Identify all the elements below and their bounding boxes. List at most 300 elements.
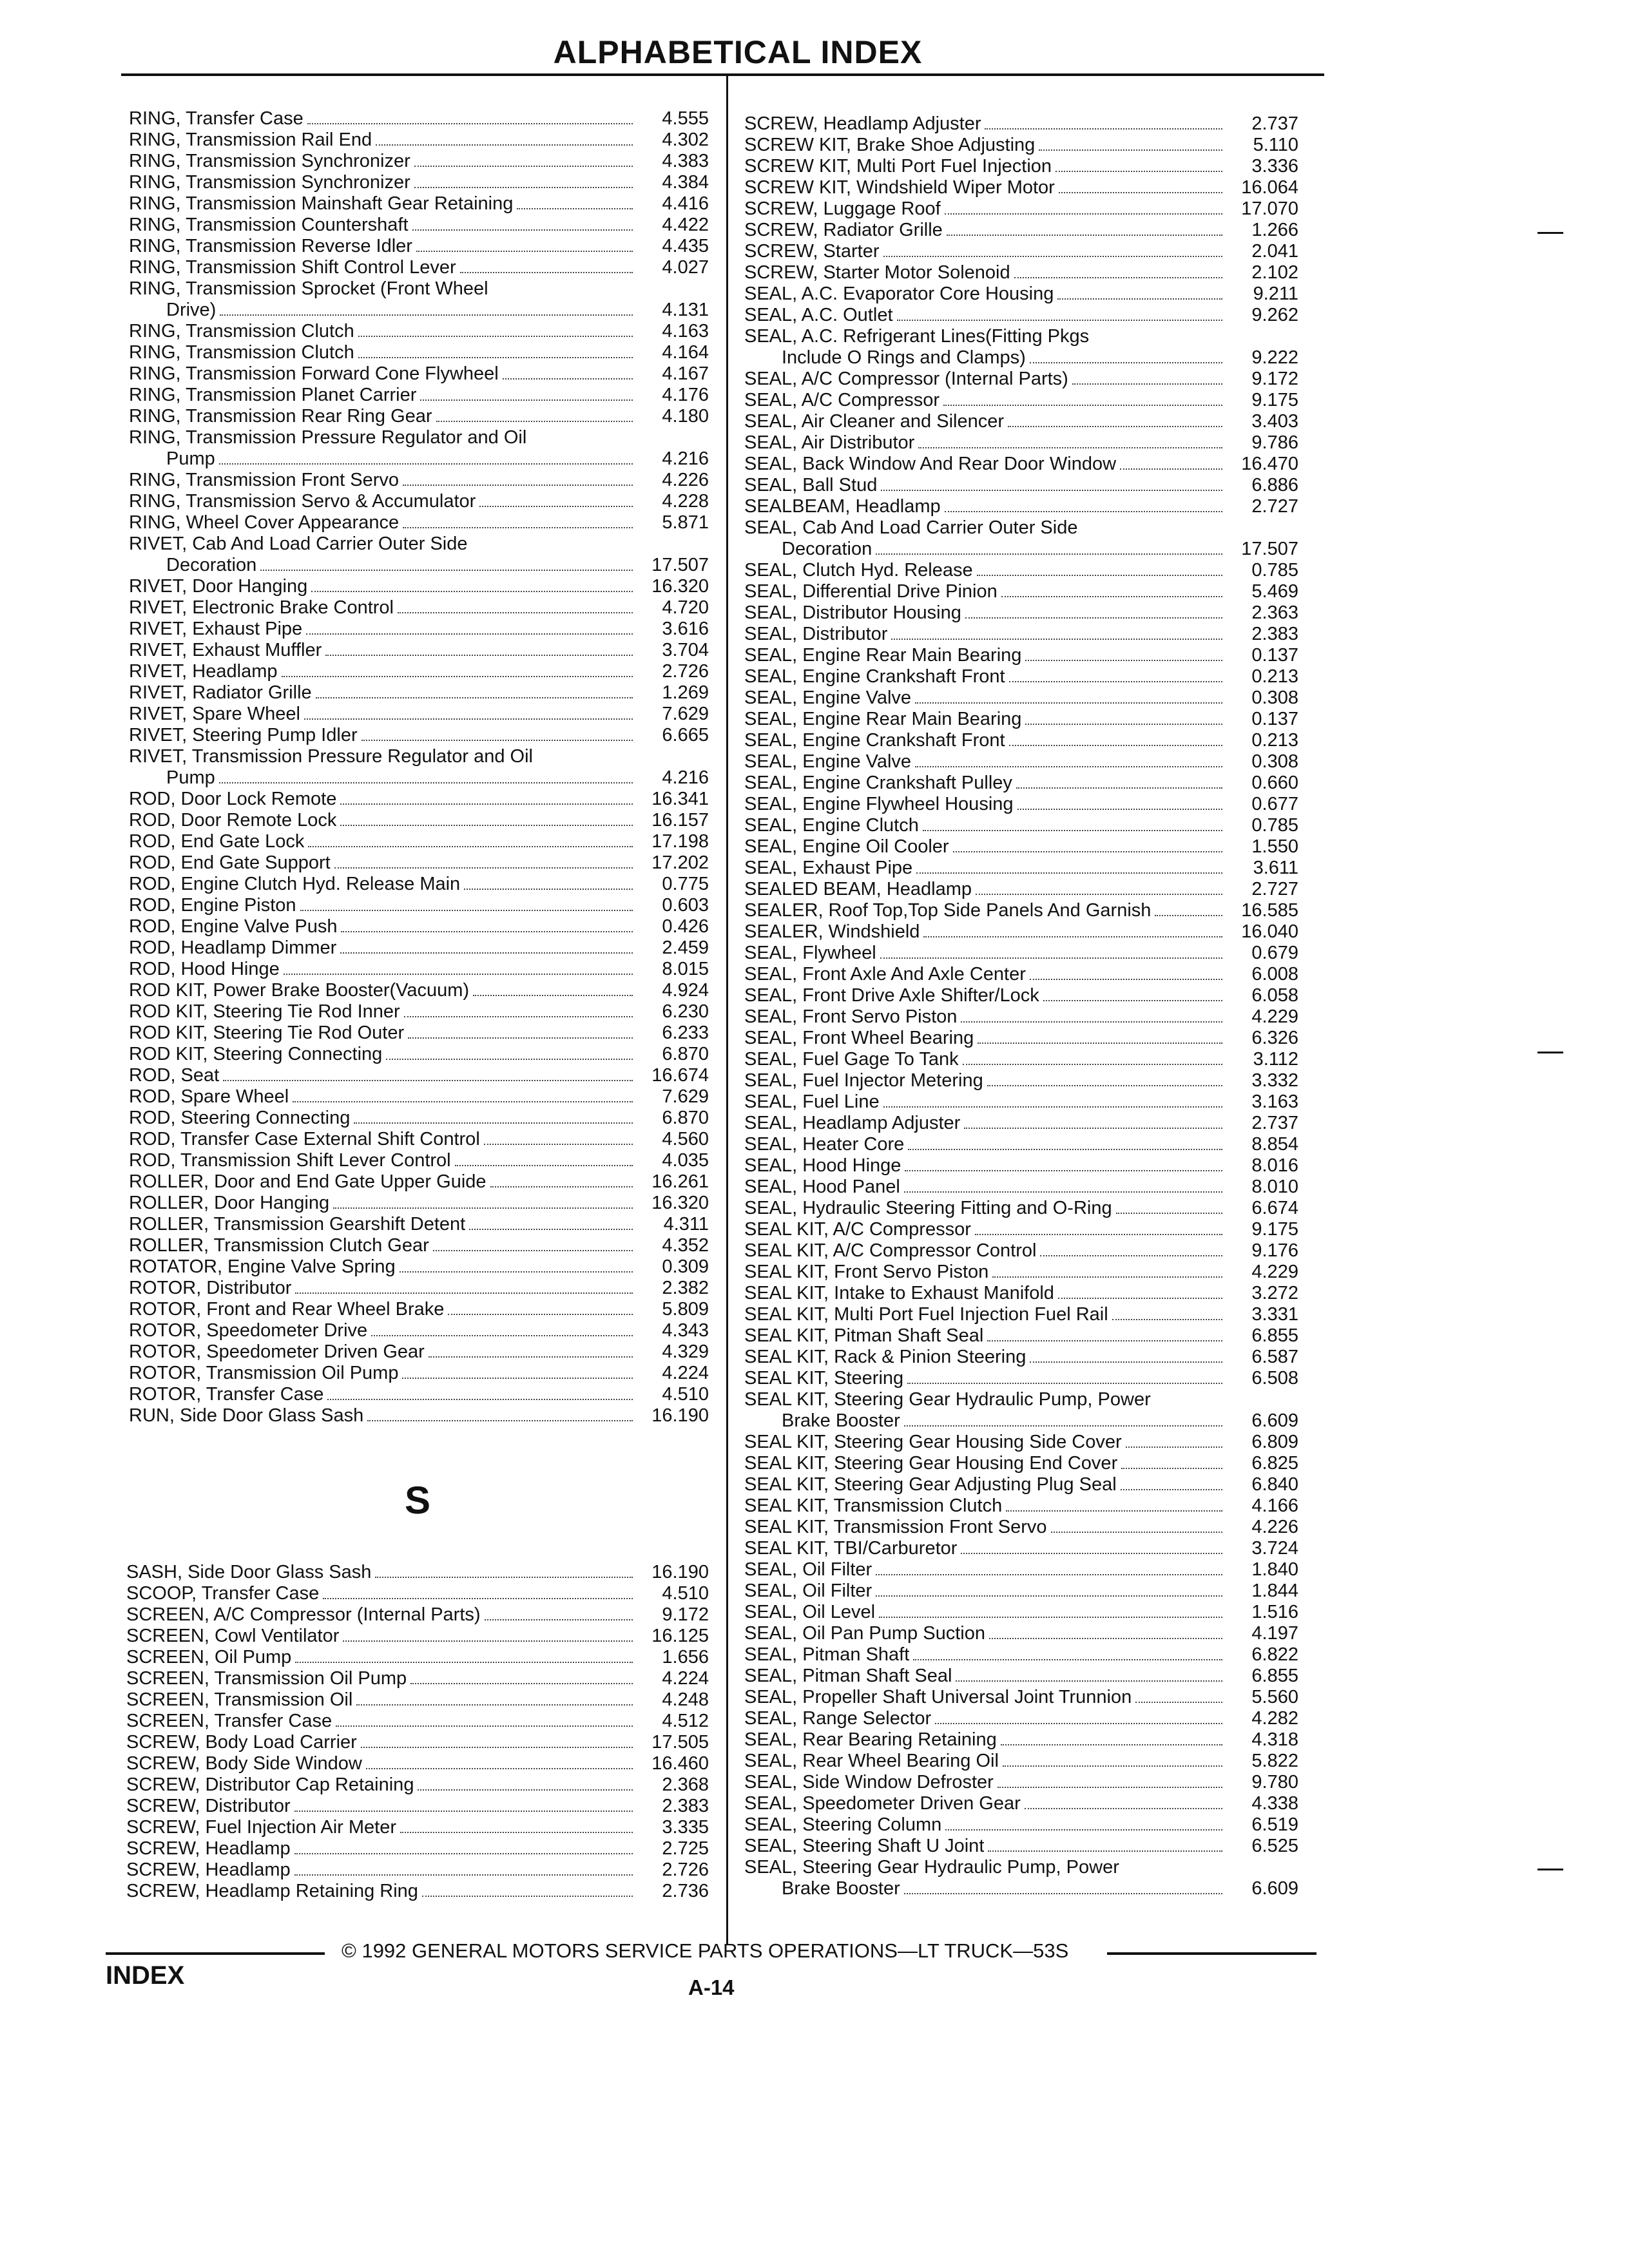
index-entry <box>744 1687 1298 1708</box>
entry-page: 6.855 <box>1251 1325 1298 1346</box>
index-entry <box>744 1814 1298 1836</box>
dot-leader <box>333 1207 633 1209</box>
entry-name: ROLLER, Door and End Gate Upper Guide <box>129 1171 487 1192</box>
dot-leader <box>376 144 633 146</box>
index-entry <box>129 406 709 427</box>
entry-page: 0.660 <box>1251 773 1298 793</box>
entry-name: SCREW, Distributor <box>126 1796 291 1816</box>
entry-page: 16.470 <box>1241 454 1298 474</box>
index-entry <box>744 666 1298 687</box>
entry-page: 3.704 <box>662 640 709 660</box>
entry-page: 4.228 <box>662 491 709 512</box>
entry-name: SEAL, A/C Compressor <box>744 390 940 410</box>
entry-name: SEAL, Steering Column <box>744 1814 942 1835</box>
entry-page: 4.180 <box>662 406 709 427</box>
index-entry <box>129 1171 709 1193</box>
dot-leader <box>484 1144 633 1145</box>
dot-leader <box>410 1683 633 1684</box>
dot-leader <box>1008 426 1222 427</box>
entry-name: Decoration <box>166 555 257 575</box>
entry-page: 4.422 <box>662 215 709 235</box>
index-entry <box>129 937 709 959</box>
dot-leader <box>1025 660 1222 661</box>
entry-page: 4.343 <box>662 1320 709 1341</box>
entry-name: SEAL, Engine Valve <box>744 751 912 772</box>
entry-page: 4.164 <box>662 342 709 363</box>
dot-leader <box>916 872 1222 874</box>
index-entry <box>744 773 1298 794</box>
entry-name: SEAL, Speedometer Driven Gear <box>744 1793 1021 1814</box>
index-entry <box>744 836 1298 858</box>
entry-name: SCREW, Starter Motor Solenoid <box>744 262 1010 283</box>
dot-leader <box>965 617 1222 619</box>
dot-leader <box>975 1234 1222 1235</box>
dot-leader <box>293 1101 633 1102</box>
entry-page: 4.224 <box>662 1363 709 1383</box>
entry-name: SEAL KIT, Steering Gear Housing End Cover <box>744 1453 1118 1474</box>
index-entry <box>744 645 1298 666</box>
index-entry <box>129 1384 709 1405</box>
dot-leader <box>418 1789 633 1791</box>
index-entry <box>744 1410 1298 1432</box>
entry-name: RING, Transmission Clutch <box>129 321 354 341</box>
index-entry <box>129 725 709 746</box>
index-entry <box>126 1689 709 1711</box>
dot-leader <box>404 1016 633 1017</box>
index-entry <box>744 1474 1298 1495</box>
dot-leader <box>422 1896 633 1897</box>
index-entry <box>744 1091 1298 1113</box>
entry-page: 6.230 <box>662 1001 709 1022</box>
entry-page: 4.248 <box>662 1689 709 1710</box>
dot-leader <box>923 936 1222 937</box>
entry-name: SEAL, Engine Crankshaft Front <box>744 666 1005 687</box>
dot-leader <box>316 697 633 698</box>
dot-leader <box>361 740 633 741</box>
index-entry <box>744 1389 1298 1410</box>
index-entry <box>744 1453 1298 1474</box>
entry-name: SASH, Side Door Glass Sash <box>126 1562 372 1582</box>
dot-leader <box>306 633 633 635</box>
entry-page: 0.309 <box>662 1256 709 1277</box>
index-entry <box>744 624 1298 645</box>
index-entry <box>126 1732 709 1753</box>
dot-leader <box>340 825 633 826</box>
entry-name: RING, Transmission Countershaft <box>129 215 409 235</box>
dot-leader <box>1126 1446 1222 1448</box>
entry-name: SCREEN, Transmission Oil Pump <box>126 1668 407 1689</box>
dot-leader <box>923 830 1222 831</box>
entry-page: 4.176 <box>662 385 709 405</box>
entry-name: SEAL, Exhaust Pipe <box>744 858 913 878</box>
entry-page: 3.611 <box>1253 858 1298 878</box>
index-entry <box>129 1129 709 1150</box>
entry-name: SEAL, Pitman Shaft <box>744 1644 910 1665</box>
entry-page: 4.510 <box>662 1583 709 1604</box>
dot-leader <box>1057 298 1222 300</box>
index-entry <box>744 454 1298 475</box>
index-entry <box>744 1049 1298 1070</box>
entry-page: 16.190 <box>651 1405 709 1426</box>
dot-leader <box>915 766 1222 767</box>
entry-page: 4.163 <box>662 321 709 341</box>
dot-leader <box>295 1293 633 1294</box>
entry-page: 2.041 <box>1251 241 1298 262</box>
entry-page: 5.469 <box>1251 581 1298 602</box>
entry-name: SEAL, Propeller Shaft Universal Joint Trunnion <box>744 1687 1132 1707</box>
entry-name: SEALER, Roof Top,Top Side Panels And Garnish <box>744 900 1152 921</box>
dot-leader <box>961 1553 1222 1554</box>
dot-leader <box>433 1250 633 1251</box>
entry-page: 9.780 <box>1251 1772 1298 1792</box>
dot-leader <box>1043 1000 1222 1001</box>
dot-leader <box>961 1021 1222 1023</box>
entry-page: 5.871 <box>662 512 709 533</box>
dot-leader <box>1003 1765 1222 1767</box>
entry-page: 8.015 <box>662 959 709 979</box>
index-entry <box>129 321 709 342</box>
entry-page: 6.822 <box>1251 1644 1298 1665</box>
entry-page: 4.131 <box>662 300 709 320</box>
index-entry <box>744 1219 1298 1240</box>
entry-page: 2.383 <box>1251 624 1298 644</box>
index-entry <box>126 1881 709 1902</box>
dot-leader <box>1025 724 1222 725</box>
index-entry <box>744 539 1298 560</box>
entry-page: 4.924 <box>662 980 709 1001</box>
entry-page: 8.010 <box>1251 1177 1298 1197</box>
index-entry <box>129 1193 709 1214</box>
dot-leader <box>323 1598 633 1599</box>
index-entry <box>744 1538 1298 1559</box>
dot-leader <box>879 1617 1222 1618</box>
dot-leader <box>1030 362 1222 363</box>
entry-page: 2.727 <box>1251 496 1298 517</box>
index-entry <box>744 1432 1298 1453</box>
entry-name: RUN, Side Door Glass Sash <box>129 1405 364 1426</box>
index-entry <box>126 1753 709 1774</box>
entry-name: SEAL, A.C. Outlet <box>744 305 893 325</box>
index-entry <box>129 980 709 1001</box>
dot-leader <box>998 1787 1222 1788</box>
index-entry <box>744 985 1298 1006</box>
entry-page: 2.102 <box>1251 262 1298 283</box>
index-entry <box>744 411 1298 432</box>
dot-leader <box>375 1577 633 1578</box>
index-entry <box>744 1581 1298 1602</box>
index-entry <box>744 241 1298 262</box>
dot-leader <box>366 1768 633 1769</box>
dot-leader <box>977 575 1222 576</box>
entry-page: 8.016 <box>1251 1155 1298 1176</box>
entry-page: 4.226 <box>1251 1517 1298 1537</box>
entry-page: 3.331 <box>1251 1304 1298 1325</box>
index-entry <box>129 916 709 937</box>
entry-page: 6.855 <box>1251 1666 1298 1686</box>
dot-leader <box>358 357 633 358</box>
entry-name: ROD KIT, Power Brake Booster(Vacuum) <box>129 980 470 1001</box>
dot-leader <box>1121 1468 1222 1469</box>
entry-name: SEAL, A.C. Refrigerant Lines(Fitting Pkgs <box>744 326 1090 347</box>
margin-mark <box>1537 1869 1563 1870</box>
entry-page: 4.226 <box>662 470 709 490</box>
entry-page: 4.720 <box>662 597 709 618</box>
dot-leader <box>343 1640 633 1642</box>
dot-leader <box>367 1420 633 1421</box>
entry-page: 3.163 <box>1251 1091 1298 1112</box>
index-entry <box>744 1495 1298 1517</box>
dot-leader <box>469 1229 633 1230</box>
entry-name: Pump <box>166 767 215 788</box>
index-entry <box>744 1517 1298 1538</box>
entry-name: ROD, Transfer Case External Shift Control <box>129 1129 480 1149</box>
entry-page: 6.525 <box>1251 1836 1298 1856</box>
entry-name: SEAL, Ball Stud <box>744 475 878 495</box>
entry-page: 4.216 <box>662 448 709 469</box>
column-divider <box>726 76 728 1945</box>
dot-leader <box>904 1425 1222 1427</box>
entry-page: 9.222 <box>1251 347 1298 368</box>
entry-page: 1.656 <box>662 1647 709 1667</box>
index-entry <box>129 1108 709 1129</box>
index-entry <box>744 1006 1298 1028</box>
entry-page: 1.516 <box>1251 1602 1298 1622</box>
index-entry <box>744 135 1298 156</box>
index-entry <box>744 1772 1298 1793</box>
index-entry <box>129 597 709 619</box>
entry-name: ROD, Engine Valve Push <box>129 916 338 937</box>
entry-name: RIVET, Headlamp <box>129 661 278 682</box>
entry-name: SEAL, Engine Crankshaft Front <box>744 730 1005 751</box>
index-entry <box>744 432 1298 454</box>
index-entry <box>129 895 709 916</box>
index-entry <box>126 1604 709 1626</box>
dot-leader <box>304 718 633 720</box>
index-entry <box>129 1150 709 1171</box>
entry-page: 7.629 <box>662 704 709 724</box>
index-entry <box>129 831 709 852</box>
entry-name: ROD, Door Lock Remote <box>129 789 337 809</box>
dot-leader <box>223 1080 633 1081</box>
index-entry <box>129 1086 709 1108</box>
entry-name: SEALER, Windshield <box>744 921 920 942</box>
entry-page: 2.737 <box>1251 113 1298 134</box>
entry-page: 16.674 <box>651 1065 709 1086</box>
dot-leader <box>400 1271 633 1273</box>
entry-name: SCOOP, Transfer Case <box>126 1583 320 1604</box>
entry-page: 2.363 <box>1251 602 1298 623</box>
dot-leader <box>403 527 633 528</box>
entry-name: SEAL, Front Axle And Axle Center <box>744 964 1026 985</box>
index-entry <box>129 555 709 576</box>
entry-page: 1.266 <box>1251 220 1298 240</box>
dot-leader <box>1058 1298 1222 1299</box>
index-entry <box>126 1562 709 1583</box>
dot-leader <box>992 1276 1222 1278</box>
index-entry <box>129 1278 709 1299</box>
entry-name: Decoration <box>782 539 872 559</box>
entry-page: 3.616 <box>662 619 709 639</box>
entry-page: 16.190 <box>651 1562 709 1582</box>
dot-leader <box>1155 915 1222 916</box>
entry-name: RIVET, Spare Wheel <box>129 704 300 724</box>
entry-page: 5.560 <box>1251 1687 1298 1707</box>
entry-name: ROTOR, Transfer Case <box>129 1384 324 1405</box>
dot-leader <box>420 399 633 401</box>
dot-leader <box>282 676 633 677</box>
entry-name: RING, Transmission Forward Cone Flywheel <box>129 363 499 384</box>
dot-leader <box>460 272 633 273</box>
index-entry <box>126 1860 709 1881</box>
dot-leader <box>915 702 1222 704</box>
index-entry <box>744 751 1298 773</box>
entry-name: ROTOR, Front and Rear Wheel Brake <box>129 1299 445 1320</box>
index-entry <box>129 810 709 831</box>
dot-leader <box>1121 1489 1222 1490</box>
entry-page: 4.166 <box>1251 1495 1298 1516</box>
dot-leader <box>1009 681 1222 682</box>
dot-leader <box>341 931 633 932</box>
entry-page: 9.175 <box>1251 1219 1298 1240</box>
index-entry <box>744 1857 1298 1878</box>
entry-name: RIVET, Radiator Grille <box>129 682 312 703</box>
entry-page: 0.137 <box>1251 709 1298 729</box>
entry-name: SCREW KIT, Multi Port Fuel Injection <box>744 156 1052 177</box>
index-entry <box>129 1320 709 1341</box>
entry-name: SEAL, Heater Core <box>744 1134 905 1155</box>
entry-page: 0.603 <box>662 895 709 916</box>
entry-name: SEAL, Distributor Housing <box>744 602 961 623</box>
entry-name: SEAL, Hydraulic Steering Fitting and O-Ring <box>744 1198 1112 1218</box>
entry-page: 1.840 <box>1251 1559 1298 1580</box>
index-entry <box>744 177 1298 198</box>
entry-name: SCREW, Luggage Roof <box>744 198 941 219</box>
entry-page: 4.167 <box>662 363 709 384</box>
index-entry <box>129 746 709 767</box>
entry-page: 16.320 <box>651 576 709 597</box>
entry-page: 3.335 <box>662 1817 709 1838</box>
entry-name: SEALED BEAM, Headlamp <box>744 879 972 899</box>
entry-name: ROD, Spare Wheel <box>129 1086 289 1107</box>
index-entry <box>744 1240 1298 1262</box>
footer-index-label: INDEX <box>106 1961 185 1990</box>
entry-name: SEAL, Flywheel <box>744 943 876 963</box>
entry-name: ROLLER, Transmission Gearshift Detent <box>129 1214 466 1235</box>
entry-name: SCREW KIT, Brake Shoe Adjusting <box>744 135 1036 155</box>
dot-leader <box>1116 1213 1222 1214</box>
entry-page: 4.352 <box>662 1235 709 1256</box>
entry-name: SEAL, A.C. Evaporator Core Housing <box>744 284 1054 304</box>
index-entry <box>129 1299 709 1320</box>
entry-page: 6.825 <box>1251 1453 1298 1474</box>
entry-name: ROTOR, Speedometer Driven Gear <box>129 1341 425 1362</box>
dot-leader <box>905 1170 1222 1171</box>
entry-page: 4.383 <box>662 151 709 171</box>
dot-leader <box>300 910 633 911</box>
entry-page: 0.308 <box>1251 687 1298 708</box>
entry-name: RIVET, Cab And Load Carrier Outer Side <box>129 533 468 554</box>
entry-page: 3.336 <box>1251 156 1298 177</box>
dot-leader <box>956 1680 1222 1682</box>
entry-name: SEAL, Front Wheel Bearing <box>744 1028 974 1048</box>
entry-page: 17.507 <box>1241 539 1298 559</box>
entry-page: 4.216 <box>662 767 709 788</box>
entry-page: 17.198 <box>651 831 709 852</box>
index-entry <box>744 921 1298 943</box>
entry-page: 2.383 <box>662 1796 709 1816</box>
entry-page: 0.775 <box>662 874 709 894</box>
entry-page: 2.726 <box>662 1860 709 1880</box>
dot-leader <box>464 889 633 890</box>
dot-leader <box>976 894 1222 895</box>
entry-page: 4.302 <box>662 130 709 150</box>
entry-name: SCREW, Fuel Injection Air Meter <box>126 1817 397 1838</box>
entry-name: SEAL KIT, Intake to Exhaust Manifold <box>744 1283 1054 1303</box>
entry-page: 6.519 <box>1251 1814 1298 1835</box>
index-entry <box>126 1796 709 1817</box>
entry-page: 0.137 <box>1251 645 1298 666</box>
entry-page: 5.809 <box>662 1299 709 1320</box>
entry-page: 2.368 <box>662 1774 709 1795</box>
dot-leader <box>473 995 633 996</box>
entry-name: ROD KIT, Steering Tie Rod Inner <box>129 1001 400 1022</box>
index-entry <box>129 661 709 682</box>
entry-name: ROD, Hood Hinge <box>129 959 280 979</box>
index-entry <box>744 1751 1298 1772</box>
entry-name: SEAL, Rear Wheel Bearing Oil <box>744 1751 999 1771</box>
entry-name: SEAL, Rear Bearing Retaining <box>744 1729 997 1750</box>
index-entry <box>744 1602 1298 1623</box>
entry-page: 0.308 <box>1251 751 1298 772</box>
entry-name: SEAL, Oil Pan Pump Suction <box>744 1623 985 1644</box>
entry-name: RING, Transmission Sprocket (Front Wheel <box>129 278 488 299</box>
index-entry <box>744 1347 1298 1368</box>
entry-name: SEAL, Oil Filter <box>744 1559 872 1580</box>
index-entry <box>126 1711 709 1732</box>
index-entry <box>129 257 709 278</box>
dot-leader <box>1039 149 1222 151</box>
section-letter: S <box>405 1479 431 1522</box>
dot-leader <box>1112 1319 1222 1320</box>
dot-leader <box>403 485 633 486</box>
index-entry <box>129 172 709 193</box>
dot-leader <box>340 952 633 954</box>
index-entry <box>744 709 1298 730</box>
entry-page: 4.555 <box>662 108 709 129</box>
index-entry <box>129 619 709 640</box>
entry-name: SCREW KIT, Windshield Wiper Motor <box>744 177 1055 198</box>
left-s-index-column <box>126 1562 709 1902</box>
index-entry <box>129 1001 709 1023</box>
entry-page: 0.213 <box>1251 730 1298 751</box>
dot-leader <box>1059 192 1222 193</box>
entry-page: 4.035 <box>662 1150 709 1171</box>
index-entry <box>129 215 709 236</box>
entry-name: SEAL KIT, Steering Gear Hydraulic Pump, Power <box>744 1389 1151 1410</box>
index-entry <box>129 1023 709 1044</box>
dot-leader <box>358 336 633 337</box>
index-entry <box>744 943 1298 964</box>
index-entry <box>129 576 709 597</box>
entry-name: SEAL KIT, A/C Compressor <box>744 1219 971 1240</box>
entry-page: 3.724 <box>1251 1538 1298 1559</box>
entry-name: SEAL, Engine Clutch <box>744 815 919 836</box>
index-entry <box>744 305 1298 326</box>
index-entry <box>744 1559 1298 1581</box>
entry-page: 6.508 <box>1251 1368 1298 1389</box>
entry-name: RIVET, Exhaust Pipe <box>129 619 303 639</box>
entry-name: ROTATOR, Engine Valve Spring <box>129 1256 396 1277</box>
